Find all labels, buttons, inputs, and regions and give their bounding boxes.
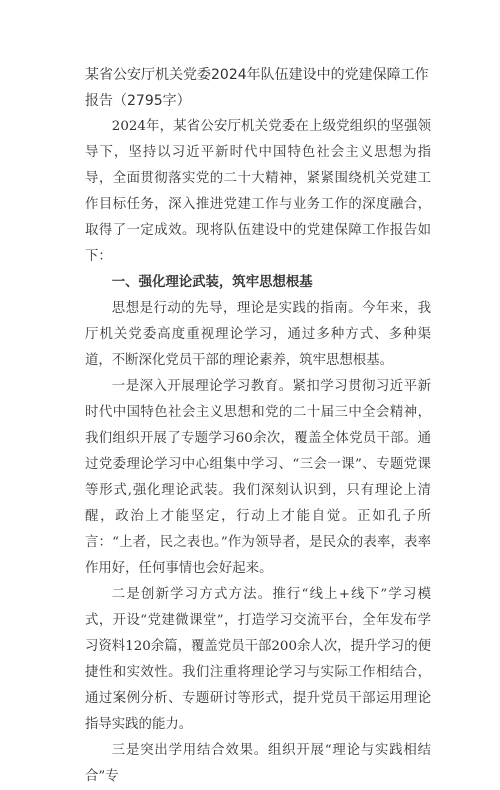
section-paragraph: 三是突出学用结合效果。组织开展“理论与实践相结合”专 bbox=[85, 743, 431, 784]
section-heading: 一、强化理论武装，筑牢思想根基 bbox=[111, 275, 313, 290]
document-body bbox=[85, 62, 431, 790]
section-paragraph: 二是创新学习方式方法。推行“线上+线下”学习模式，开设“党建微课堂”，打造学习交流平台，全年发布学习资料120余篇，覆盖党员干部200余人次，提升学习的便捷性和实效性。我们注重将理论学习与实际工作相结合，通过案例分析、专题研讨等形式，提升党员干部运用理论指导实践的能力。 bbox=[85, 587, 431, 732]
document-title: 某省公安厅机关党委2024年队伍建设中的党建保障工作报告（2795字） bbox=[85, 67, 429, 109]
section-paragraph: 一是深入开展理论学习教育。紧扣学习贯彻习近平新时代中国特色社会主义思想和党的二十届三中全会精神，我们组织开展了专题学习60余次，覆盖全体党员干部。通过党委理论学习中心组集中学习、“三会一课”、专题党课等形式,强化理论武装。我们深刻认识到，只有理论上清醒，政治上才能坚定，行动上才能自觉。正如孔子所言：“上者，民之表也。”作为领导者，是民众的表率，表率作用好，任何事情也会好起来。 bbox=[85, 379, 431, 576]
intro-paragraph: 2024年，某省公安厅机关党委在上级党组织的坚强领导下，坚持以习近平新时代中国特色社会主义思想为指导，全面贯彻落实党的二十大精神，紧紧围绕机关党建工作目标任务，深入推进党建工作与业务工作的深度融合，取得了一定成效。现将队伍建设中的党建保障工作报告如下： bbox=[85, 119, 431, 264]
section-paragraph: 思想是行动的先导，理论是实践的指南。今年来，我厅机关党委高度重视理论学习，通过多种方式、多种渠道，不断深化党员干部的理论素养，筑牢思想根基。 bbox=[85, 301, 431, 368]
